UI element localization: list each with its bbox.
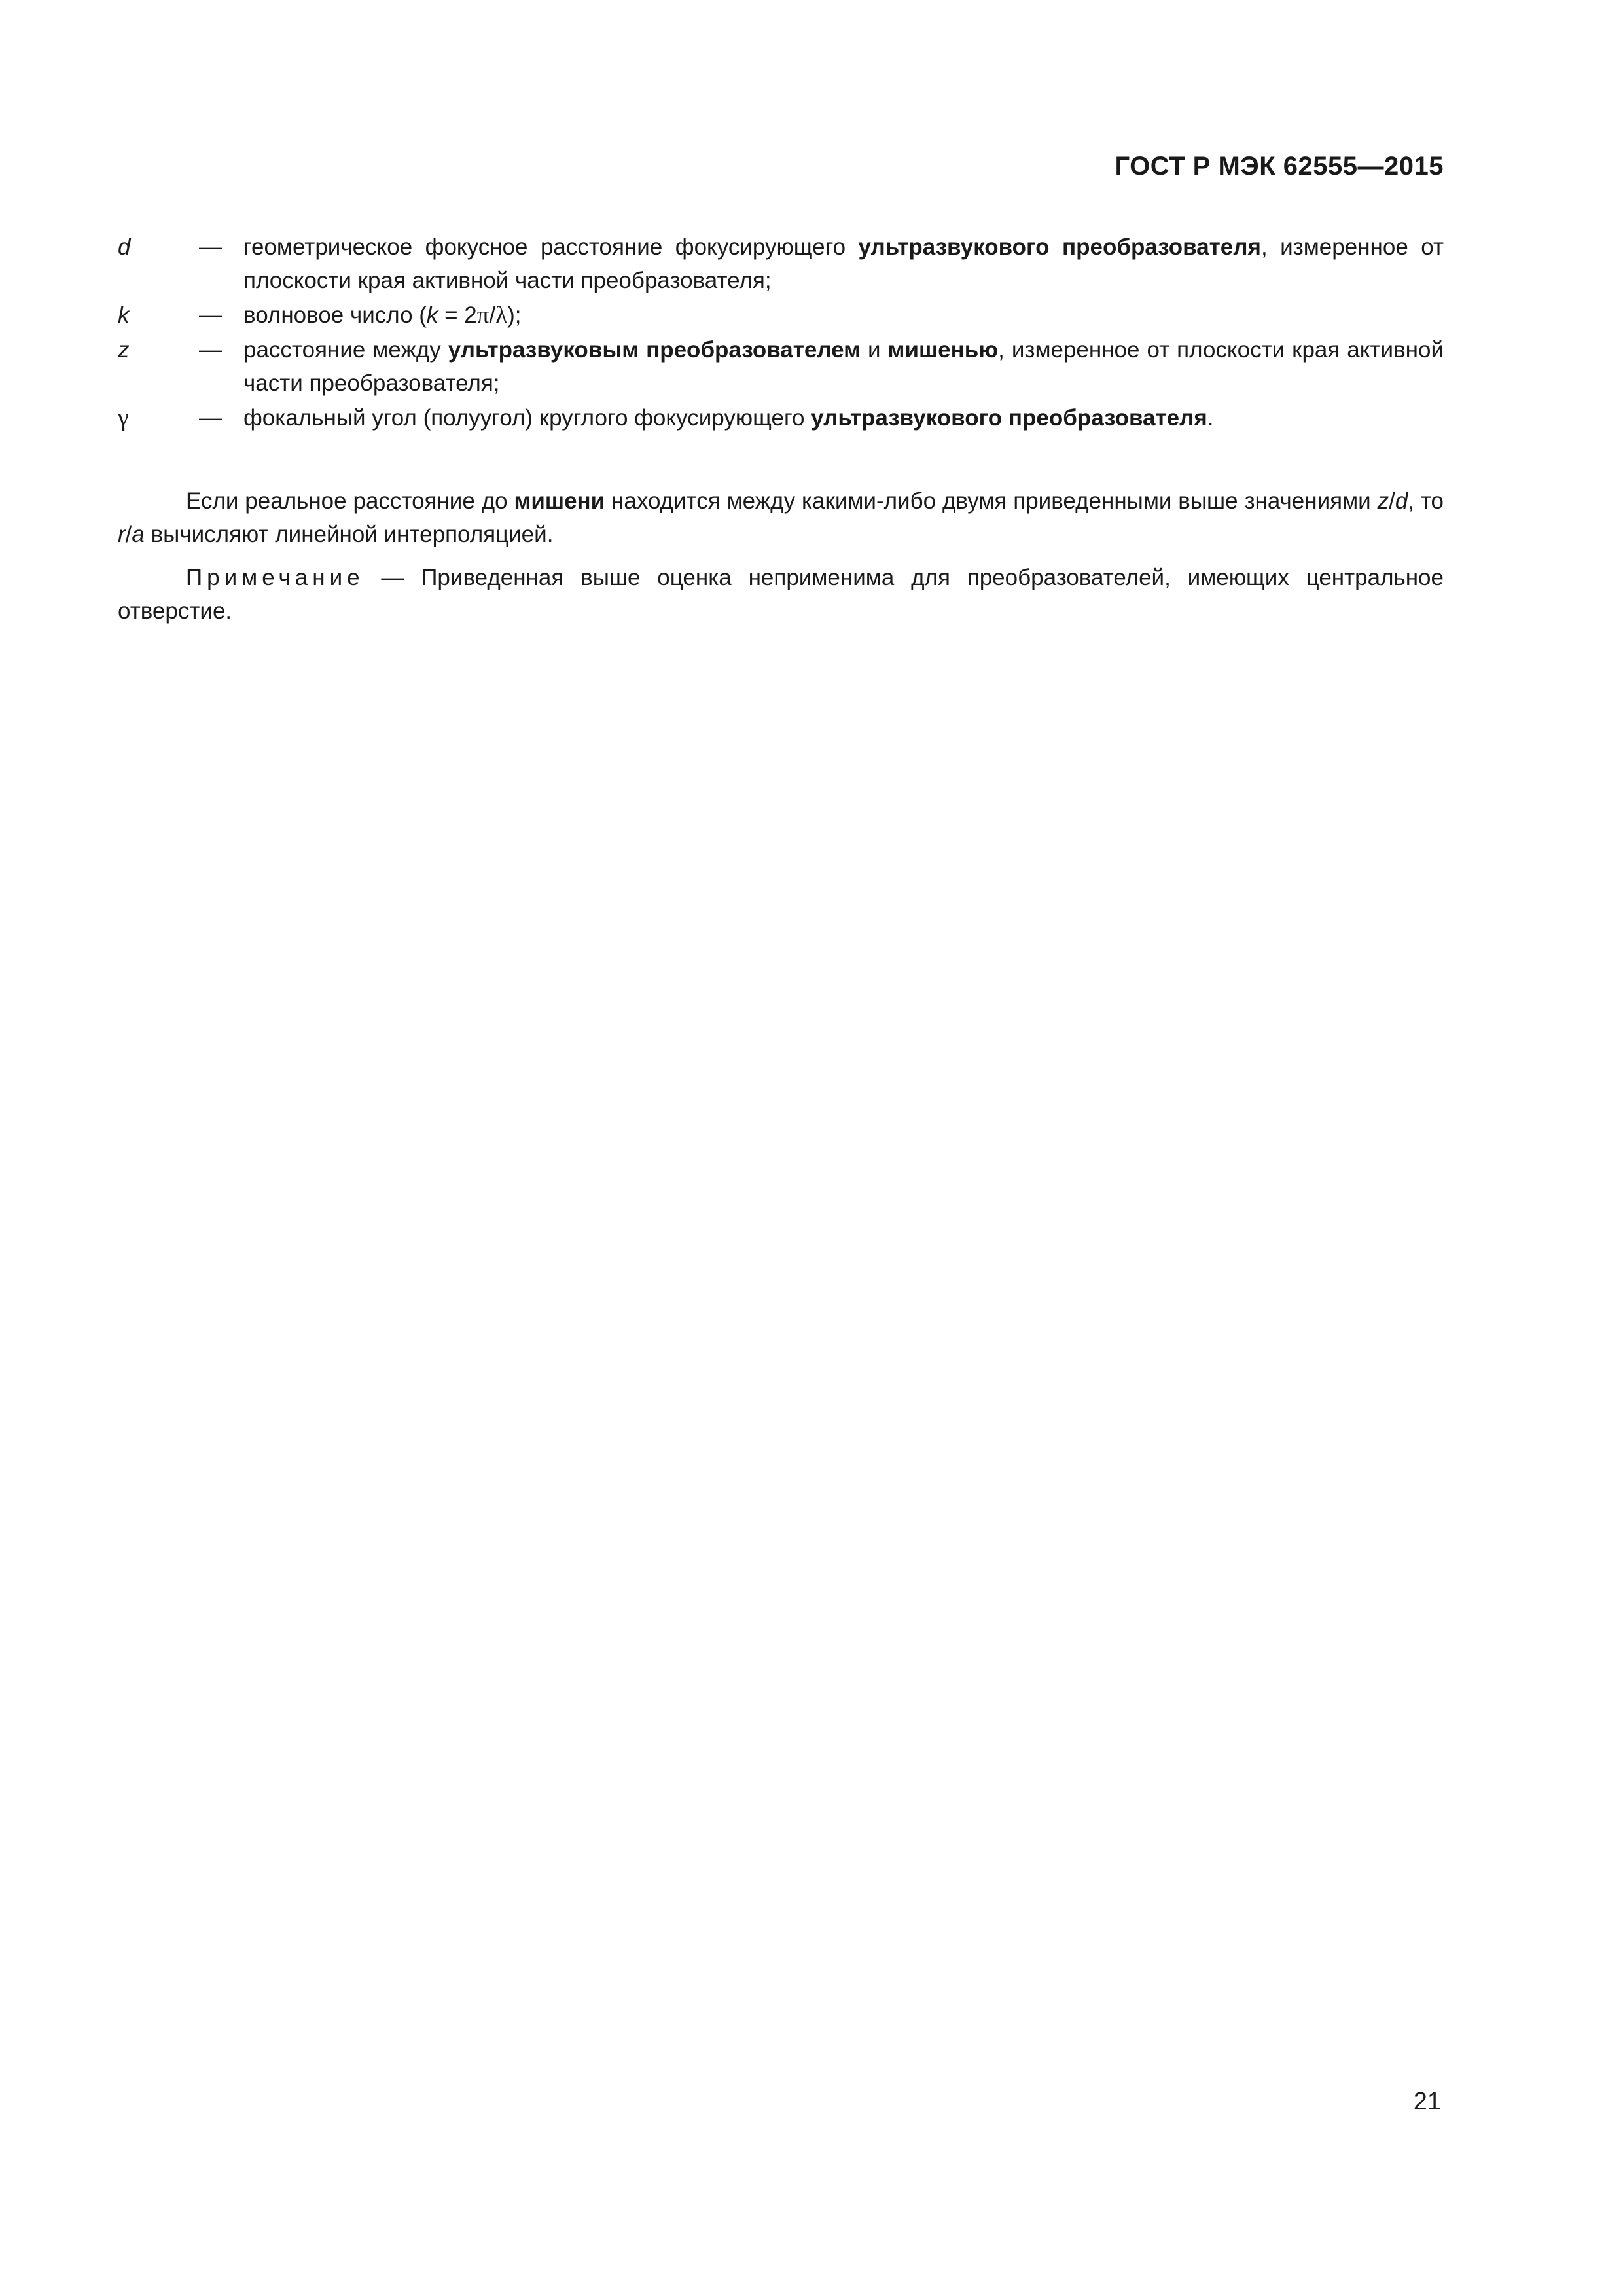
definition-symbol: γ [118, 404, 129, 431]
definition-row-d [118, 230, 1444, 297]
definition-symbol: k [118, 302, 130, 328]
definition-text: фокальный угол (полуугол) круглого фокусирующего ультразвукового преобразователя. [243, 405, 1214, 431]
definition-symbol: d [118, 234, 131, 260]
definition-dash: — [199, 302, 222, 328]
definition-row-gamma [118, 401, 1444, 435]
definition-row-k [118, 298, 1444, 332]
definition-text: расстояние между ультразвуковым преобразователем и мишенью, измеренное от плоскости края активной части преобразователя; [243, 337, 1444, 396]
interpolation-paragraph: Если реальное расстояние до мишени находится между какими-либо двумя приведенными выше значениями z/d, то r/a вычисляют линейной интерполяцией. [118, 488, 1444, 547]
page-number: 21 [1413, 2088, 1441, 2115]
document-header: ГОСТ Р МЭК 62555—2015 [1115, 152, 1444, 181]
definition-dash: — [199, 234, 222, 260]
definition-row-z [118, 333, 1444, 400]
note-paragraph [118, 561, 1444, 628]
definition-dash: — [199, 405, 222, 431]
definition-symbol: z [118, 337, 130, 363]
note-label: Примечание [186, 565, 365, 590]
note-text: — Приведенная выше оценка неприменима для преобразователей, имеющих центральное отверстие. [118, 565, 1444, 624]
definition-text: геометрическое фокусное расстояние фокусирующего ультразвукового преобразователя, измеренное от плоскости края активной части преобразователя; [243, 234, 1444, 293]
symbol-definitions-list [118, 230, 1444, 436]
definition-dash: — [199, 337, 222, 363]
definition-text: волновое число (k = 2π/λ); [243, 302, 522, 329]
